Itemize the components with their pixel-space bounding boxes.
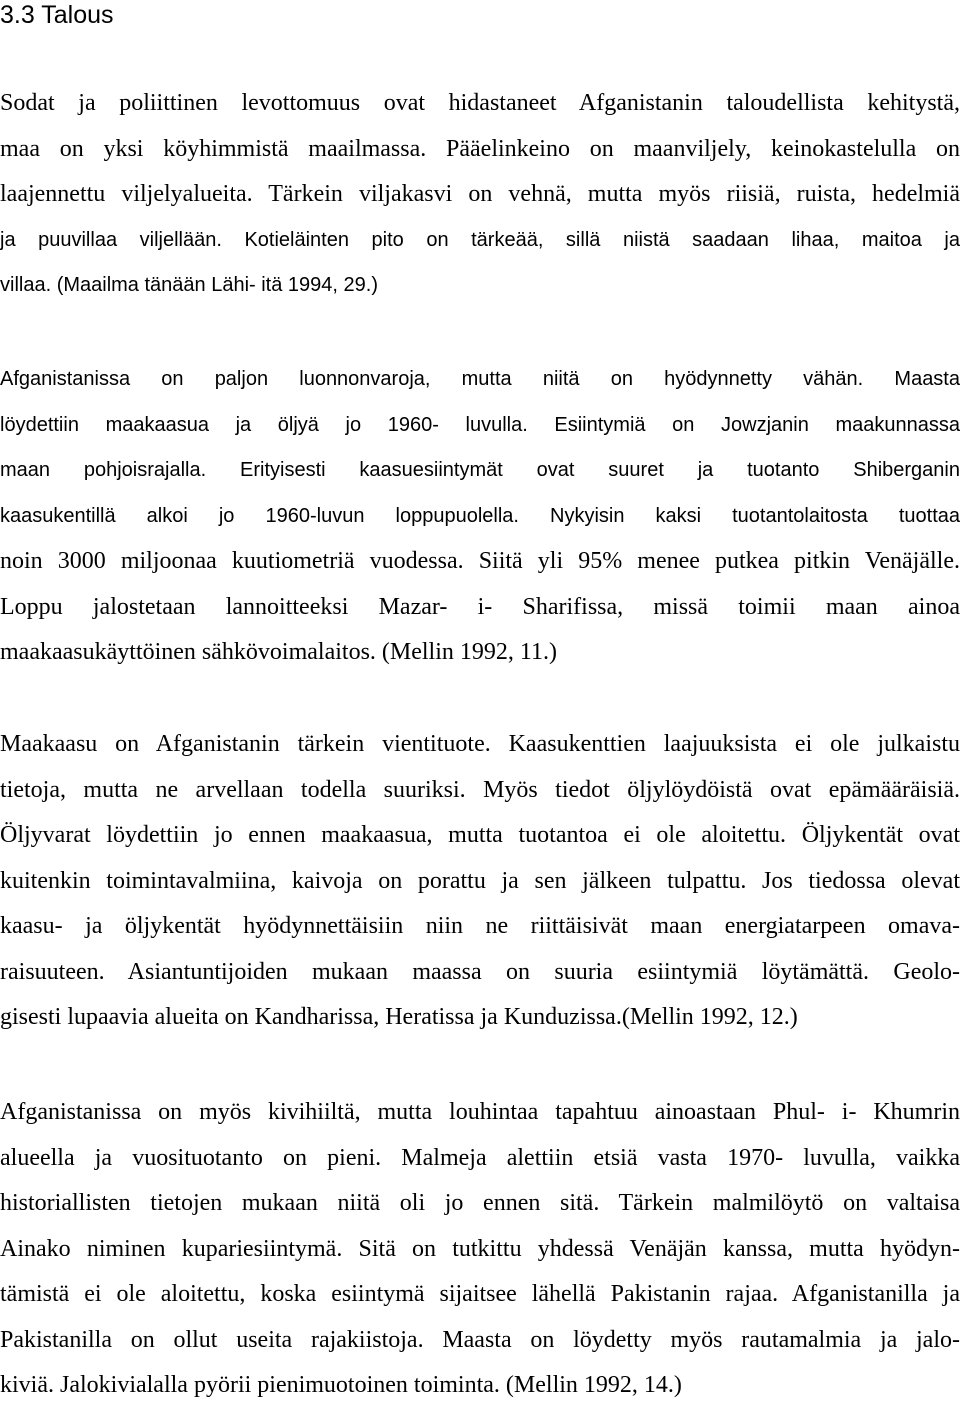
paragraph-line: kiviä. Jalokivialalla pyörii pienimuotoinen toiminta. (Mellin 1992, 14.) [0,1372,682,1398]
paragraph-line: villaa. (Maailma tänään Lähi- itä 1994, 29.) [0,274,378,296]
paragraph-line: Sodat ja poliittinen levottomuus ovat hidastaneet Afganistanin taloudellista kehitystä, [0,90,960,116]
paragraph-line: noin 3000 miljoonaa kuutiometriä vuodessa. Siitä yli 95% menee putkea pitkin Venäjälle. [0,548,960,574]
paragraph-line: raisuuteen. Asiantuntijoiden mukaan maassa on suuria esiintymiä löytämättä. Geolo- [0,958,960,985]
paragraph-line: Afganistanissa on myös kivihiiltä, mutta louhintaa tapahtuu ainoastaan Phul- i- Khumrin [0,1099,960,1125]
paragraph-line: Pakistanilla on ollut useita rajakiistoja. Maasta on löydetty myös rautamalmia ja jalo- [0,1326,960,1353]
paragraph-line: tietoja, mutta ne arvellaan todella suuriksi. Myös tiedot öljylöydöistä ovat epämääräisiä. [0,776,960,803]
paragraph-1 [0,81,960,309]
paragraph-4 [0,1090,960,1409]
paragraph-3 [0,722,960,1041]
section-heading: 3.3 Talous [0,1,114,29]
paragraph-line: maan pohjoisrajalla. Erityisesti kaasuesiintymät ovat suuret ja tuotanto Shiberganin [0,459,960,481]
paragraph-line: Afganistanissa on paljon luonnonvaroja, mutta niitä on hyödynnetty vähän. Maasta [0,368,960,390]
paragraph-line: kaasukentillä alkoi jo 1960-luvun loppupuolella. Nykyisin kaksi tuotantolaitosta tuottaa [0,504,960,527]
paragraph-line: löydettiin maakaasua ja öljyä jo 1960- luvulla. Esiintymiä on Jowzjanin maakunnassa [0,413,960,436]
paragraph-line: Ainako niminen kupariesiintymä. Sitä on tutkittu yhdessä Venäjän kanssa, mutta hyödyn- [0,1235,960,1262]
paragraph-line: alueella ja vuosituotanto on pieni. Malmeja alettiin etsiä vasta 1970- luvulla, vaikka [0,1144,960,1171]
paragraph-line: laajennettu viljelyalueita. Tärkein viljakasvi on vehnä, mutta myös riisiä, ruista, hedelmiä [0,181,960,207]
paragraph-line: gisesti lupaavia alueita on Kandharissa, Heratissa ja Kunduzissa.(Mellin 1992, 12.) [0,1004,798,1030]
paragraph-line: kuitenkin toimintavalmiina, kaivoja on porattu ja sen jälkeen tulpattu. Jos tiedossa olevat [0,867,960,894]
paragraph-line: ja puuvillaa viljellään. Kotieläinten pito on tärkeää, sillä niistä saadaan lihaa, maitoa ja [0,228,960,251]
paragraph-line: kaasu- ja öljykentät hyödynnettäisiin niin ne riittäisivät maan energiatarpeen omava- [0,913,960,939]
paragraph-line: Öljyvarat löydettiin jo ennen maakaasua, mutta tuotantoa ei ole aloitettu. Öljykentät ovat [0,822,960,848]
paragraph-line: maa on yksi köyhimmistä maailmassa. Pääelinkeino on maanviljely, keinokastelulla on [0,135,960,162]
paragraph-line: tämistä ei ole aloitettu, koska esiintymä sijaitsee lähellä Pakistanin rajaa. Afganistanilla ja [0,1281,960,1307]
paragraph-line: maakaasukäyttöinen sähkövoimalaitos. (Mellin 1992, 11.) [0,639,557,665]
paragraph-line: Maakaasu on Afganistanin tärkein vientituote. Kaasukenttien laajuuksista ei ole julkaistu [0,731,960,757]
paragraph-line: Loppu jalostetaan lannoitteeksi Mazar- i- Sharifissa, missä toimii maan ainoa [0,593,960,620]
paragraph-line: historiallisten tietojen mukaan niitä oli jo ennen sitä. Tärkein malmilöytö on valtaisa [0,1190,960,1216]
paragraph-2 [0,357,960,676]
